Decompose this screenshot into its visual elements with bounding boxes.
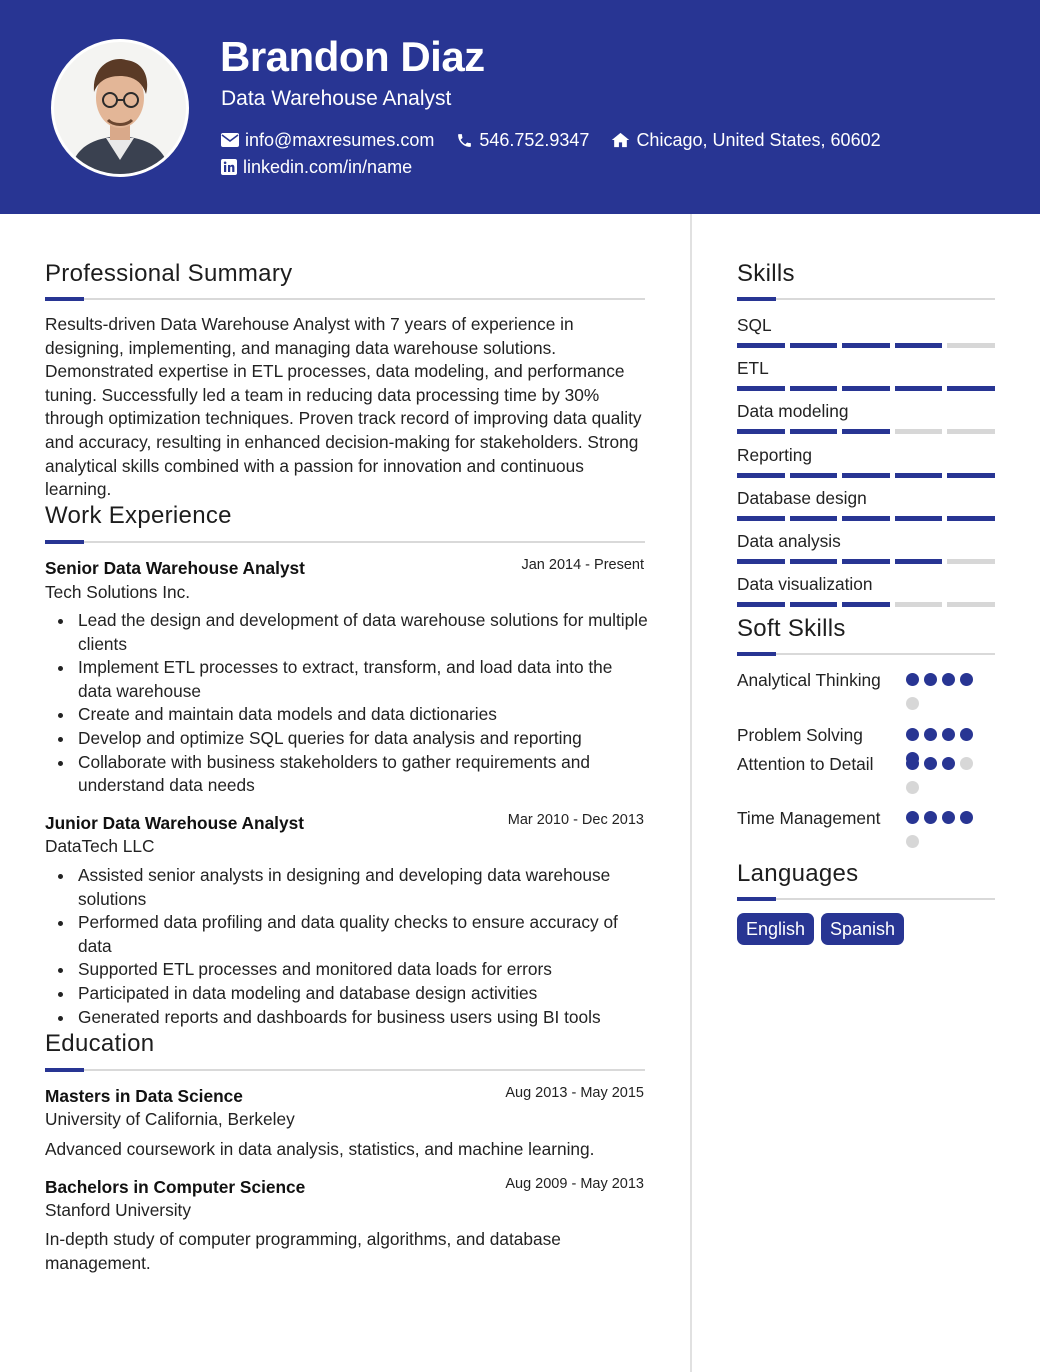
degree-title: Bachelors in Computer Science — [45, 1177, 306, 1197]
experience-heading: Work Experience — [45, 502, 232, 529]
job-dates: Mar 2010 - Dec 2013 — [507, 812, 644, 828]
profile-photo — [51, 39, 189, 177]
skill-level-segment — [947, 473, 995, 478]
job-company: DataTech LLC — [45, 836, 155, 856]
soft-skill-label: Attention to Detail — [737, 754, 874, 774]
skill-level-segment — [842, 559, 890, 564]
skill-label: Reporting — [737, 444, 812, 465]
skill-level-segment — [947, 386, 995, 391]
contact-linkedin[interactable] — [221, 155, 412, 179]
school-name: Stanford University — [45, 1200, 191, 1220]
skill-level-segment — [790, 602, 838, 607]
location-text: Chicago, United States, 60602 — [636, 130, 881, 150]
bullet-item: Participated in data modeling and database design activities — [78, 982, 648, 1006]
skill-level-segment — [842, 429, 890, 434]
contact-location — [611, 128, 880, 152]
job-title: Junior Data Warehouse Analyst — [45, 813, 304, 833]
skill-label: Database design — [737, 487, 867, 508]
soft-skill-label: Problem Solving — [737, 725, 863, 745]
skill-level-segment — [737, 473, 785, 478]
section-rule — [45, 541, 645, 543]
education-dates: Aug 2009 - May 2013 — [505, 1176, 644, 1192]
skill-level-segment — [895, 343, 943, 348]
section-rule — [737, 898, 995, 900]
bullet-item: Collaborate with business stakeholders to gather requirements and understand data needs — [78, 751, 648, 798]
skill-level-segment — [790, 516, 838, 521]
contact-phone[interactable] — [456, 128, 589, 152]
rating-dot — [906, 728, 919, 741]
section-rule — [737, 298, 995, 300]
job-company: Tech Solutions Inc. — [45, 582, 191, 602]
language-chip: English — [737, 913, 814, 945]
phone-icon — [456, 132, 473, 149]
job-bullets — [78, 864, 648, 1029]
bullet-item: Create and maintain data models and data dictionaries — [78, 703, 648, 727]
envelope-icon — [221, 133, 239, 147]
skill-level-segment — [947, 429, 995, 434]
candidate-name: Brandon Diaz — [220, 33, 485, 80]
education-description: Advanced coursework in data analysis, statistics, and machine learning. — [45, 1139, 595, 1159]
job-bullets — [78, 609, 648, 798]
rating-dot — [942, 728, 955, 741]
section-rule — [45, 1069, 645, 1071]
rating-dot — [924, 673, 937, 686]
bullet-item: Performed data profiling and data quality checks to ensure accuracy of data — [78, 911, 648, 958]
rating-dot — [906, 673, 919, 686]
rating-dot — [924, 728, 937, 741]
school-name: University of California, Berkeley — [45, 1109, 295, 1129]
skill-level-segment — [790, 429, 838, 434]
skill-level-segment — [737, 516, 785, 521]
linkedin-icon — [221, 159, 237, 175]
education-heading: Education — [45, 1030, 155, 1057]
bullet-item: Develop and optimize SQL queries for data analysis and reporting — [78, 727, 648, 751]
summary-heading: Professional Summary — [45, 260, 293, 287]
rating-dot — [906, 757, 919, 770]
skill-label: ETL — [737, 358, 769, 379]
skill-level-bar — [737, 559, 995, 564]
summary-text: Results-driven Data Warehouse Analyst with 7 years of experience in designing, implementing, and managing data warehouse solutions. Demonstrated expertise in ETL processes, data modeling, and performance tuning. Successfully led a team in reducing data processing time by 30% through optimization techniques. Proven track record of improving data quality and accuracy, resulting in enhanced decision-making for stakeholders. Strong analytical skills combined with a passion for innovation and continuous learning. — [45, 314, 642, 500]
candidate-title: Data Warehouse Analyst — [221, 87, 452, 110]
rating-dot — [942, 757, 955, 770]
skill-level-bar — [737, 602, 995, 607]
skill-label: Data visualization — [737, 574, 873, 595]
bullet-item: Generated reports and dashboards for business users using BI tools — [78, 1006, 648, 1030]
section-rule — [737, 653, 995, 655]
soft-skill-label: Analytical Thinking — [737, 670, 881, 690]
rating-dot — [960, 673, 973, 686]
bullet-item: Implement ETL processes to extract, transform, and load data into the data warehouse — [78, 656, 648, 703]
skill-level-segment — [842, 343, 890, 348]
contact-email[interactable] — [221, 128, 434, 152]
rating-dot — [906, 835, 919, 848]
job-title: Senior Data Warehouse Analyst — [45, 558, 305, 578]
skill-label: Data modeling — [737, 401, 849, 422]
skill-level-bar — [737, 429, 995, 434]
skill-level-bar — [737, 516, 995, 521]
skill-level-segment — [790, 343, 838, 348]
skill-level-segment — [737, 343, 785, 348]
linkedin-text: linkedin.com/in/name — [243, 157, 413, 177]
rating-dot — [924, 811, 937, 824]
skill-level-segment — [947, 559, 995, 564]
skill-level-segment — [842, 386, 890, 391]
rating-dot — [924, 757, 937, 770]
rating-dot — [906, 781, 919, 794]
rating-dot — [960, 728, 973, 741]
rating-dot — [960, 811, 973, 824]
resume-header — [0, 0, 1040, 214]
languages-heading: Languages — [737, 860, 859, 887]
skill-level-segment — [895, 602, 943, 607]
contact-row-2 — [221, 155, 434, 179]
skill-level-segment — [895, 473, 943, 478]
skill-level-segment — [737, 386, 785, 391]
skill-level-bar — [737, 386, 995, 391]
rating-dot — [942, 673, 955, 686]
rating-dot — [906, 811, 919, 824]
bullet-item: Assisted senior analysts in designing and developing data warehouse solutions — [78, 864, 648, 911]
rating-dot — [960, 757, 973, 770]
skill-level-segment — [947, 516, 995, 521]
skill-label: SQL — [737, 315, 772, 335]
skill-level-segment — [790, 559, 838, 564]
skills-heading: Skills — [737, 260, 795, 287]
skill-level-segment — [737, 429, 785, 434]
skill-label: Data analysis — [737, 531, 841, 551]
email-text: info@maxresumes.com — [245, 130, 435, 150]
job-dates: Jan 2014 - Present — [521, 557, 644, 573]
soft-skills-heading: Soft Skills — [737, 615, 846, 642]
soft-skill-rating — [906, 811, 981, 859]
skill-level-segment — [895, 386, 943, 391]
soft-skill-label: Time Management — [737, 808, 881, 828]
education-dates: Aug 2013 - May 2015 — [505, 1085, 644, 1101]
skill-level-segment — [790, 473, 838, 478]
skill-level-bar — [737, 473, 995, 478]
column-divider — [690, 214, 692, 1372]
soft-skill-rating — [906, 757, 981, 805]
skill-level-segment — [895, 516, 943, 521]
skill-level-segment — [737, 559, 785, 564]
skill-level-segment — [895, 429, 943, 434]
bullet-item: Supported ETL processes and monitored data loads for errors — [78, 958, 648, 982]
language-chip: Spanish — [821, 913, 904, 945]
soft-skill-rating — [906, 673, 981, 721]
education-description: In-depth study of computer programming, algorithms, and database management. — [45, 1229, 561, 1273]
phone-text: 546.752.9347 — [479, 130, 590, 150]
skill-level-segment — [895, 559, 943, 564]
skill-level-segment — [947, 602, 995, 607]
skill-level-segment — [842, 602, 890, 607]
degree-title: Masters in Data Science — [45, 1086, 243, 1106]
rating-dot — [906, 697, 919, 710]
rating-dot — [942, 811, 955, 824]
section-rule — [45, 298, 645, 300]
bullet-item: Lead the design and development of data warehouse solutions for multiple clients — [78, 609, 648, 656]
skill-level-segment — [947, 343, 995, 348]
skill-level-segment — [842, 516, 890, 521]
skill-level-segment — [737, 602, 785, 607]
skill-level-segment — [790, 386, 838, 391]
skill-level-bar — [737, 343, 995, 348]
skill-level-segment — [842, 473, 890, 478]
home-icon — [611, 132, 630, 148]
contact-row — [221, 128, 903, 152]
